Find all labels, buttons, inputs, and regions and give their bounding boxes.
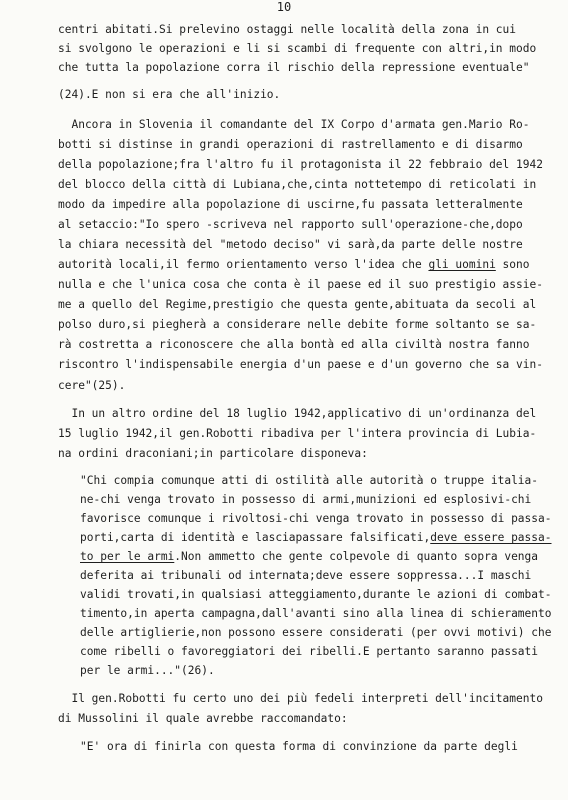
quote-line: timento,in aperta campagna,dall'avanti sino alla linea di schieramento bbox=[80, 607, 552, 620]
text-line: la chiara necessità del "metodo deciso" vi sarà,da parte delle nostre bbox=[58, 238, 523, 251]
text-line: Il gen.Robotti fu certo uno dei più fedeli interpreti dell'incitamento bbox=[58, 692, 543, 705]
quote-line bbox=[80, 531, 552, 545]
text-line: centri abitati.Si prelevino ostaggi nelle località della zona in cui bbox=[58, 23, 517, 36]
text-line: riscontro l'indispensabile energia d'un paese e d'un governo che sa vin- bbox=[58, 358, 543, 371]
text-line: me a quello del Regime,prestigio che questa gente,abituata da secoli al bbox=[58, 298, 537, 311]
text-line: 15 luglio 1942,il gen.Robotti ribadiva per l'intera provincia di Lubia- bbox=[58, 427, 537, 440]
page-number: 10 bbox=[276, 0, 292, 14]
underlined-text: to per le armi bbox=[80, 550, 175, 563]
text-line: In un altro ordine del 18 luglio 1942,applicativo di un'ordinanza del bbox=[58, 407, 537, 420]
text-segment: .Non ammetto che gente colpevole di quanto sopra venga bbox=[174, 550, 539, 563]
text-line: na ordini draconiani;in particolare disponeva: bbox=[58, 447, 368, 460]
underlined-text: deve essere passa- bbox=[430, 531, 552, 544]
quote-line: favorisce comunque i rivoltosi-chi venga trovato in possesso di passa- bbox=[80, 512, 552, 525]
underlined-text: gli uomini bbox=[428, 258, 496, 271]
text-segment: porti,carta di identità e lasciapassare falsificati, bbox=[80, 531, 431, 544]
quote-line: come ribelli o favoreggiatori dei ribelli.E pertanto saranno passati bbox=[80, 645, 539, 658]
text-line: si svolgono le operazioni e li si scambi di frequente con altri,in modo bbox=[58, 42, 537, 55]
text-line: che tutta la popolazione corra il rischio della repressione eventuale" bbox=[58, 61, 530, 74]
quote-line: "E' ora di finirla con questa forma di convinzione da parte degli bbox=[80, 740, 518, 753]
text-line bbox=[58, 258, 530, 272]
quote-line: validi trovati,in qualsiasi atteggiamento,durante le azioni di combat- bbox=[80, 588, 552, 601]
text-segment: sono bbox=[495, 258, 530, 271]
quote-line: per le armi..."(26). bbox=[80, 664, 215, 677]
text-line: della popolazione;fra l'altro fu il protagonista il 22 febbraio del 1942 bbox=[58, 158, 543, 171]
text-line: modo da impedire alla popolazione di uscirne,fu passata letteralmente bbox=[58, 198, 523, 211]
text-line: polso duro,si piegherà a considerare nelle debite forme soltanto se sa- bbox=[58, 318, 537, 331]
quote-line: "Chi compia comunque atti di ostilità alle autorità o truppe italia- bbox=[80, 474, 539, 487]
quote-line: ne-chi venga trovato in possesso di armi,munizioni ed esplosivi-chi bbox=[80, 493, 532, 506]
text-line: (24).E non si era che all'inizio. bbox=[58, 88, 281, 101]
text-line: rà costretta a riconoscere che alla bontà ed alla civiltà nostra fanno bbox=[58, 338, 530, 351]
quote-line: deferita ai tribunali od internata;deve essere soppressa...I maschi bbox=[80, 569, 532, 582]
quote-line bbox=[80, 550, 538, 564]
text-line: del blocco della città di Lubiana,che,cinta nottetempo di reticolati in bbox=[58, 178, 537, 191]
text-line: di Mussolini il quale avrebbe raccomandato: bbox=[58, 712, 348, 725]
text-line: nulla e che l'unica cosa che conta è il paese ed il suo prestigio assie- bbox=[58, 278, 543, 291]
text-segment: autorità locali,il fermo orientamento verso l'idea che bbox=[58, 258, 429, 271]
quote-line: delle artiglierie,non possono essere considerati (per ovvi motivi) che bbox=[80, 626, 552, 639]
text-line: al setaccio:"Io spero -scriveva nel rapporto sull'operazione-che,dopo bbox=[58, 218, 523, 231]
text-line: Ancora in Slovenia il comandante del IX Corpo d'armata gen.Mario Ro- bbox=[58, 118, 530, 131]
text-line: cere"(25). bbox=[58, 379, 126, 392]
text-line: botti si distinse in grandi operazioni di rastrellamento e di disarmo bbox=[58, 138, 523, 151]
